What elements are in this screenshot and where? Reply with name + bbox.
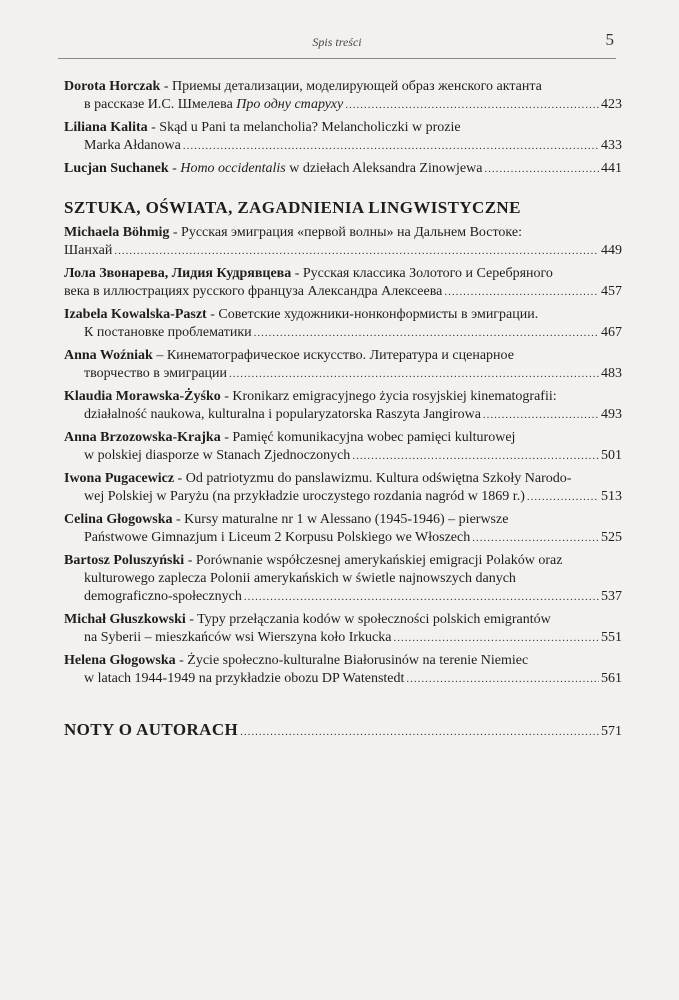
entry-line — [64, 529, 622, 547]
entry-title — [84, 365, 227, 383]
entry-page: 483 — [601, 366, 622, 381]
entry-title — [64, 306, 538, 324]
toc-entries-top — [64, 78, 622, 178]
toc-entry[interactable] — [64, 388, 622, 424]
entry-title — [64, 347, 514, 365]
entry-line — [64, 347, 622, 365]
entry-title-segment: w latach 1944-1949 na przykładzie obozu DP Watenstedt — [84, 671, 405, 686]
entry-title-segment: - Kursy maturalne nr 1 w Alessano (1945-1946) – pierwsze — [172, 512, 509, 527]
entry-line — [64, 511, 622, 529]
entry-author: Michaela Böhmig — [64, 225, 170, 240]
entry-line — [64, 611, 622, 629]
entry-line — [64, 670, 622, 688]
dot-leader — [484, 160, 599, 178]
entry-page: 501 — [601, 448, 622, 463]
entry-author: Lucjan Suchanek — [64, 161, 169, 176]
entry-title — [64, 470, 571, 488]
entry-title-segment: творчество в эмиграции — [84, 366, 228, 381]
entry-title-segment: - Приемы детализации, моделирующей образ женского актанта — [160, 79, 542, 94]
entry-author: Anna Brzozowska-Krajka — [64, 430, 221, 445]
notes-entry[interactable] — [64, 720, 622, 740]
entry-author: Izabela Kowalska-Paszt — [64, 307, 207, 322]
entry-page: 525 — [601, 530, 622, 545]
entry-title — [84, 96, 343, 114]
entry-title-segment: - Kronikarz emigracyjnego życia rosyjskiej kinematografii: — [220, 389, 557, 404]
entry-title-segment: - — [168, 161, 181, 176]
entry-title — [84, 670, 404, 688]
dot-leader — [345, 96, 599, 114]
entry-author: Bartosz Poluszyński — [64, 553, 185, 568]
entry-page: 457 — [601, 284, 622, 299]
dot-leader — [244, 588, 599, 606]
entry-page: 513 — [601, 489, 622, 504]
entry-title-segment: w dziełach Aleksandra Zinowjewa — [285, 161, 483, 176]
entry-title-segment: - Porównanie współczesnej amerykańskiej emigracji Polaków oraz — [184, 553, 563, 568]
dot-leader — [393, 629, 599, 647]
toc-entry[interactable] — [64, 611, 622, 647]
entry-title-segment: Шанхай — [64, 243, 113, 258]
dot-leader — [240, 726, 599, 738]
entry-line — [64, 652, 622, 670]
toc-entry[interactable] — [64, 160, 622, 178]
entry-line — [64, 429, 622, 447]
toc-entry[interactable] — [64, 429, 622, 465]
entry-title — [64, 652, 528, 670]
entry-title — [84, 588, 242, 606]
entry-title-segment: - Skąd u Pani ta melancholia? Melancholiczki w prozie — [147, 120, 461, 135]
entry-line — [64, 224, 622, 242]
entry-title — [64, 511, 508, 529]
page-number: 5 — [605, 30, 614, 49]
entry-title — [84, 324, 252, 342]
entry-line — [64, 137, 622, 155]
notes-label: NOTY O AUTORACH — [64, 720, 239, 739]
entry-page: 423 — [601, 97, 622, 112]
page-header — [58, 32, 616, 59]
entry-title — [84, 447, 350, 465]
entry-line — [64, 447, 622, 465]
entry-page: 467 — [601, 325, 622, 340]
entry-title-italic: Homo occidentalis — [180, 161, 286, 176]
entry-author: Klaudia Morawska-Żyśko — [64, 389, 221, 404]
entry-title — [64, 388, 557, 406]
table-of-contents — [64, 78, 622, 740]
entry-title — [64, 224, 522, 242]
dot-leader — [472, 529, 599, 547]
entry-author: Лола Звонарева, Лидия Кудрявцева — [64, 266, 292, 281]
entry-title — [64, 119, 461, 137]
entry-line — [64, 488, 622, 506]
toc-entries-section — [64, 224, 622, 688]
dot-leader — [254, 324, 599, 342]
section-title: SZTUKA, OŚWIATA, ZAGADNIENIA LINGWISTYCZNE — [64, 198, 521, 217]
entry-line — [64, 306, 622, 324]
dot-leader — [406, 670, 599, 688]
dot-leader — [527, 488, 599, 506]
entry-line — [64, 265, 622, 283]
entry-line — [64, 470, 622, 488]
toc-entry[interactable] — [64, 119, 622, 155]
entry-title-segment: – Кинематографическое искусство. Литература и сценарное — [152, 348, 514, 363]
entry-line — [64, 78, 622, 96]
entry-line — [64, 96, 622, 114]
toc-entry[interactable] — [64, 511, 622, 547]
entry-title-segment: - Życie społeczno-kulturalne Białorusinów na terenie Niemiec — [175, 653, 529, 668]
entry-title — [84, 570, 516, 588]
entry-title-italic: Про одну старуху — [236, 97, 344, 112]
entry-page: 537 — [601, 589, 622, 604]
entry-title — [84, 488, 525, 506]
entry-author: Liliana Kalita — [64, 120, 148, 135]
toc-entry[interactable] — [64, 552, 622, 606]
toc-entry[interactable] — [64, 306, 622, 342]
entry-title-segment: - Od patriotyzmu do panslawizmu. Kultura odświętna Szkoły Narodo- — [174, 471, 572, 486]
entry-title-segment: - Pamięć komunikacyjna wobec pamięci kulturowej — [220, 430, 516, 445]
entry-page: 561 — [601, 671, 622, 686]
entry-title — [64, 283, 442, 301]
entry-title-segment: - Русская классика Золотого и Серебряного — [291, 266, 553, 281]
entry-title — [84, 406, 481, 424]
entry-title-segment: века в иллюстрациях русского француза Александра Алексеева — [64, 284, 443, 299]
entry-line — [64, 406, 622, 424]
entry-title — [64, 552, 562, 570]
entry-author: Helena Głogowska — [64, 653, 176, 668]
entry-title-segment: в рассказе И.С. Шмелева — [84, 97, 237, 112]
entry-title — [64, 78, 542, 96]
toc-entry[interactable] — [64, 224, 622, 260]
dot-leader — [352, 447, 599, 465]
entry-title — [64, 611, 551, 629]
dot-leader — [229, 365, 599, 383]
entry-page: 433 — [601, 138, 622, 153]
entry-title-segment: Państwowe Gimnazjum i Liceum 2 Korpusu Polskiego we Włoszech — [84, 530, 471, 545]
dot-leader — [114, 242, 599, 260]
dot-leader — [483, 406, 599, 424]
entry-line — [64, 588, 622, 606]
toc-entry[interactable] — [64, 78, 622, 114]
entry-line — [64, 629, 622, 647]
entry-author: Michał Głuszkowski — [64, 612, 186, 627]
entry-line — [64, 324, 622, 342]
entry-page: 551 — [601, 630, 622, 645]
running-title: Spis treści — [312, 35, 362, 49]
entry-title-segment: Marka Ałdanowa — [84, 138, 181, 153]
entry-title — [64, 242, 112, 260]
entry-title — [64, 160, 482, 178]
entry-title-segment: К постановке проблематики — [84, 325, 252, 340]
entry-title-segment: demograficzno-społecznych — [84, 589, 242, 604]
dot-leader — [444, 283, 599, 301]
toc-entry[interactable] — [64, 470, 622, 506]
entry-title — [84, 529, 470, 547]
notes-page: 571 — [601, 724, 622, 739]
entry-author: Iwona Pugacewicz — [64, 471, 175, 486]
entry-line — [64, 365, 622, 383]
entry-line — [64, 242, 622, 260]
entry-title — [84, 629, 391, 647]
entry-line — [64, 552, 622, 570]
entry-title-segment: wej Polskiej w Paryżu (na przykładzie uroczystego rozdania nagród w 1869 r.) — [84, 489, 525, 504]
entry-title — [64, 429, 515, 447]
entry-line — [64, 160, 622, 178]
toc-entry[interactable] — [64, 652, 622, 688]
toc-entry[interactable] — [64, 265, 622, 301]
entry-title-segment: - Typy przełączania kodów w społeczności polskich emigrantów — [185, 612, 551, 627]
entry-author: Anna Woźniak — [64, 348, 153, 363]
entry-title — [64, 265, 553, 283]
dot-leader — [183, 137, 599, 155]
entry-title-segment: na Syberii – mieszkańców wsi Wierszyna koło Irkucka — [84, 630, 392, 645]
entry-page: 441 — [601, 161, 622, 176]
entry-line — [64, 388, 622, 406]
entry-line — [64, 119, 622, 137]
entry-author: Celina Głogowska — [64, 512, 173, 527]
entry-title-segment: działalność naukowa, kulturalna i popularyzatorska Raszyta Jangirowa — [84, 407, 481, 422]
entry-title-segment: kulturowego zaplecza Polonii amerykańskich w świetle najnowszych danych — [84, 571, 516, 586]
entry-page: 449 — [601, 243, 622, 258]
entry-title — [84, 137, 181, 155]
entry-line — [64, 570, 622, 588]
entry-line — [64, 283, 622, 301]
entry-title-segment: - Русская эмиграция «первой волны» на Дальнем Востоке: — [169, 225, 522, 240]
entry-title-segment: w polskiej diasporze w Stanach Zjednoczonych — [84, 448, 351, 463]
entry-page: 493 — [601, 407, 622, 422]
entry-title-segment: - Советские художники-нонконформисты в эмиграции. — [206, 307, 539, 322]
entry-author: Dorota Horczak — [64, 79, 161, 94]
toc-entry[interactable] — [64, 347, 622, 383]
